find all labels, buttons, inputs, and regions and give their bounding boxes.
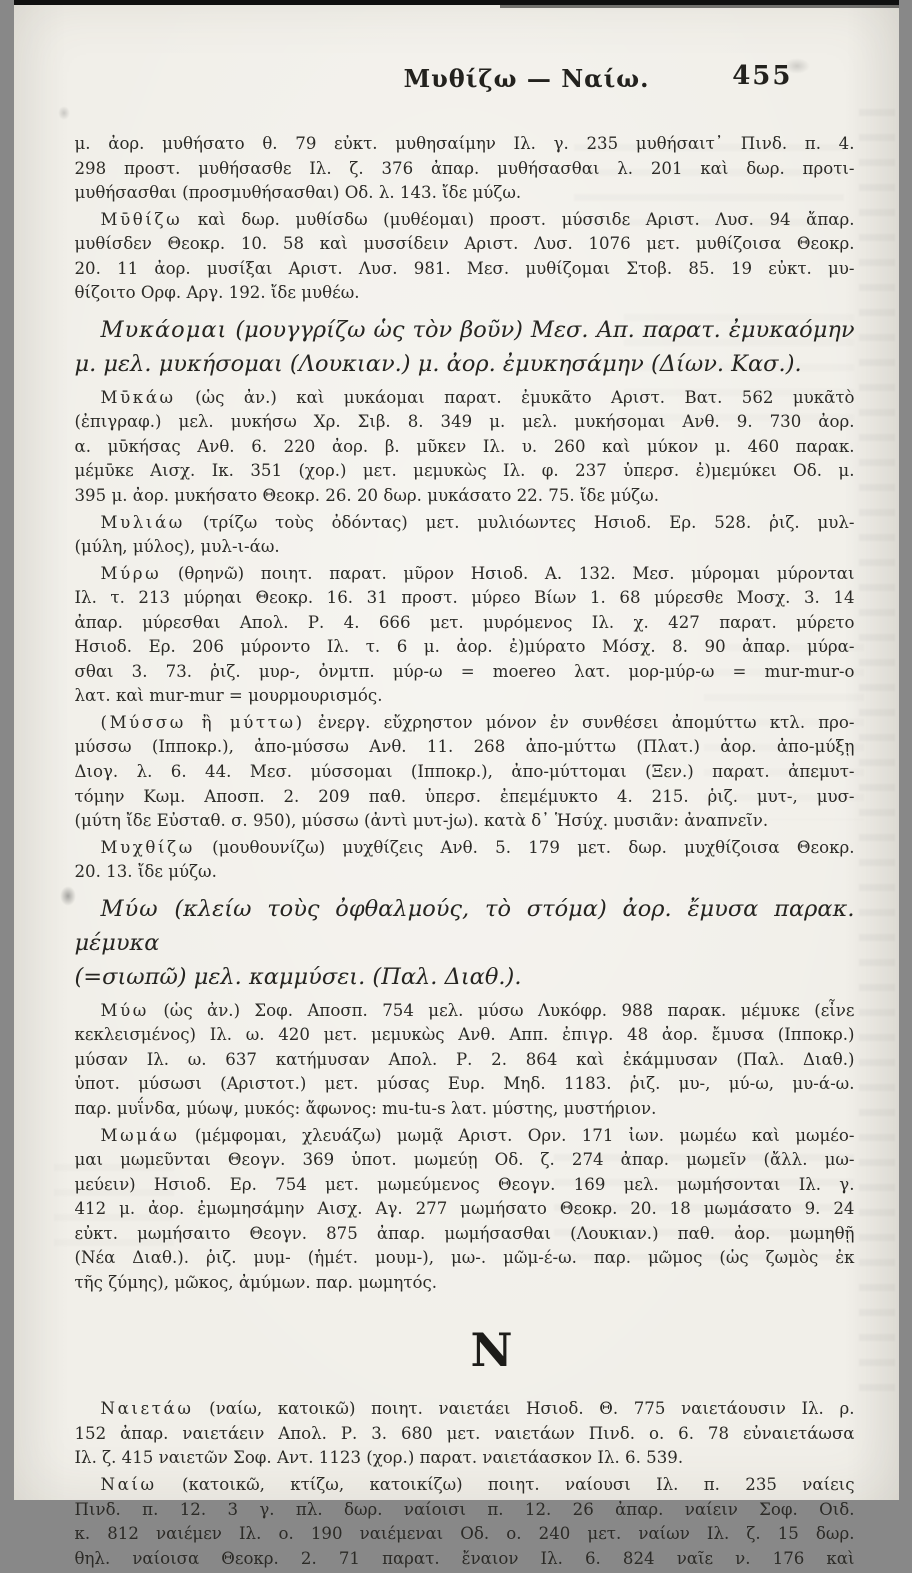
entry-line-text: κεκλεισμένος) Ιλ. ω. 420 μετ. μεμυκὼς Ανθ. Αππ. ἐπιγρ. 48 ἀορ. ἔμυσα (Ιπποκρ.) xyxy=(75,1025,855,1044)
entry-line-text: μύσαν Ιλ. ω. 637 κατήμυσαν Απολ. Ρ. 2. 864 καὶ ἐκάμμυσαν (Παλ. Διαθ.) xyxy=(75,1050,855,1069)
entry-line xyxy=(75,1097,855,1122)
entry-line xyxy=(75,435,855,460)
entry-line-text: εὐκτ. μωμήσαιτο Θεογν. 875 ἀπαρ. μωμήσασθαι (Λουκιαν.) παθ. ἀορ. μωμηθῇ xyxy=(75,1224,855,1243)
entry-line-text: ἀπαρ. μύρεσθαι Απολ. Ρ. 4. 666 μετ. μυρόμενος Ιλ. χ. 427 παρατ. μύρετο xyxy=(75,613,855,632)
entry-line xyxy=(75,511,855,536)
entry-line-text: 395 μ. ἀορ. μυκήσατο Θεοκρ. 26. 20 δωρ. μυκάσατο 22. 75. ἴδε μύζω. xyxy=(75,486,659,505)
entry-line xyxy=(75,562,855,587)
text-column xyxy=(75,64,855,1573)
entry-line-text: τόμην Κωμ. Αποσπ. 2. 209 παθ. ὑπερσ. ἐπεμέμυκτο 4. 215. ῥιζ. μυτ-, μυσ- xyxy=(75,787,855,806)
entry-line-text: μαι μωμεῦνται Θεογν. 369 ὑποτ. μωμεύῃ Οδ. ζ. 274 ἀπαρ. μωμεῖν (ἄλλ. μω- xyxy=(75,1150,855,1169)
entry-line xyxy=(75,1422,855,1447)
dictionary-entry xyxy=(75,711,855,834)
dictionary-entry xyxy=(75,386,855,509)
entry-line-text: 412 μ. ἀορ. ἐμωμησάμην Αισχ. Αγ. 277 μωμήσατο Θεοκρ. 20. 18 μωμάσατο 9. 24 xyxy=(75,1199,855,1218)
entry-line xyxy=(75,208,855,233)
entry-line xyxy=(75,809,855,834)
entry-headword: Μῡθίζω xyxy=(101,210,183,229)
entry-line xyxy=(75,1271,855,1296)
entry-line xyxy=(75,157,855,182)
entry-line-text: (μέμφομαι, χλευάζω) μωμᾷ Αριστ. Ορν. 171 ἰων. μωμέω καὶ μωμέο- xyxy=(180,1126,855,1145)
entry-headword: Μυχθίζω xyxy=(101,838,195,857)
entry-headword: Μύω xyxy=(101,1001,149,1020)
entry-line-text: 20. 11 ἀορ. μυσίξαι Αριστ. Λυσ. 981. Μεσ. μυθίζομαι Στοβ. 85. 19 εὐκτ. μυ- xyxy=(75,259,855,278)
entry-line xyxy=(75,1522,855,1547)
entry-line xyxy=(75,1547,855,1572)
entry-headword: Μῡκάω xyxy=(101,388,176,407)
page-number: 455 xyxy=(732,61,792,91)
entry-line xyxy=(75,1197,855,1222)
entry-line-text: (ἐπιγραφ.) μελ. μυκήσω Χρ. Σιβ. 8. 349 μ. μελ. μυκήσομαι Ανθ. 9. 730 ἀορ. xyxy=(75,412,855,431)
entry-line-text: (κλείω τοὺς ὀφθαλμούς, τὸ στόμα) ἀορ. ἔμυσα παρακ. μέμυκα xyxy=(75,896,855,956)
entry-line xyxy=(75,535,855,560)
entry-line-text: (ναίω, κατοικῶ) ποιητ. ναιετάει Ησιοδ. Θ. 775 ναιετάουσιν Ιλ. ρ. xyxy=(193,1399,854,1418)
scan-edge-artifact xyxy=(500,5,898,8)
entry-line xyxy=(75,860,855,885)
entry-line xyxy=(75,711,855,736)
entry-line xyxy=(75,347,855,381)
entry-line xyxy=(75,960,855,994)
entry-line xyxy=(75,1397,855,1422)
entry-line xyxy=(75,836,855,861)
entry-headword: Μύρω xyxy=(101,564,162,583)
entry-line-text: (θρηνῶ) ποιητ. παρατ. μῦρον Ησιοδ. Α. 132. Μεσ. μύρομαι μύρονται xyxy=(161,564,854,583)
entry-line-text: (Νέα Διαθ.). ῥιζ. μυμ- (ἡμέτ. μουμ-), μω-. μῶμ-έ-ω. παρ. μῶμος (ὡς ζωμὸς ἐκ xyxy=(75,1248,855,1267)
entry-headword: Μυκάομαι xyxy=(101,317,228,343)
entry-line xyxy=(75,232,855,257)
entry-line-text: (τρίζω τοὺς ὀδόντας) μετ. μυλιόωντες Ησιοδ. Ερ. 528. ῥιζ. μυλ- xyxy=(185,513,855,532)
entry-line-text: μυθίσδεν Θεοκρ. 10. 58 καὶ μυσσίδειν Αριστ. Λυσ. 1076 μετ. μυθίζοισα Θεοκρ. xyxy=(75,234,855,253)
entry-line xyxy=(75,1498,855,1523)
entry-line xyxy=(75,660,855,685)
entry-line-text: (=σιωπῶ) μελ. καμμύσει. (Παλ. Διαθ.). xyxy=(75,964,522,990)
dictionary-entry xyxy=(75,999,855,1122)
section-letter xyxy=(75,1325,855,1375)
dictionary-entry xyxy=(75,1124,855,1296)
dictionary-entry xyxy=(75,511,855,560)
entry-line-text: α. μῡκήσας Ανθ. 6. 220 ἀορ. β. μῦκεν Ιλ. υ. 260 καὶ μύκον μ. 460 παρακ. xyxy=(75,437,855,456)
entry-line-text: (μύτη ἴδε Εὐσταθ. σ. 950), μύσσω (ἀντὶ μυτ-jω). κατὰ δ᾽ Ἡσύχ. μυσιᾶν: ἀναπνεῖν. xyxy=(75,811,769,830)
entry-line-text: 20. 13. ἴδε μύζω. xyxy=(75,862,217,881)
entry-line-text: σθαι 3. 73. ῥιζ. μυρ-, ὀνμτπ. μύρ-ω = moereo λατ. μορ-μύρ-ω = mur-mur-o xyxy=(75,662,855,681)
entry-line xyxy=(75,257,855,282)
entry-line-text: παρ. μυΐνδα, μύωψ, μυκός: ἄφωνος: mu-tu-s λατ. μύστης, μυστήριον. xyxy=(75,1099,657,1118)
entry-line-text: Ν xyxy=(470,1323,512,1377)
entry-line xyxy=(75,386,855,411)
entry-line-text: (μύλη, μύλος), μυλ-ι-άω. xyxy=(75,537,280,556)
entry-line-text: (ὡς ἀν.) καὶ μυκάομαι παρατ. ἐμυκᾶτο Αριστ. Βατ. 562 μυκᾶτὸ xyxy=(176,388,855,407)
entry-line xyxy=(75,1446,855,1471)
entry-line xyxy=(75,635,855,660)
page-title: Μυθίζω — Ναίω. xyxy=(137,64,912,93)
entry-line-text: Ιλ. τ. 213 μύρηαι Θεοκρ. 16. 31 προστ. μύρεο Βίων 1. 68 μύρεσθε Μοσχ. 3. 14 xyxy=(75,588,855,607)
entry-line-text: (μουθουνίζω) μυχθίζεις Ανθ. 5. 179 μετ. δωρ. μυχθίζοισα Θεοκρ. xyxy=(195,838,855,857)
entry-line xyxy=(75,1473,855,1498)
entry-line xyxy=(75,684,855,709)
ink-smudge xyxy=(60,886,76,906)
entry-line-text: μύσσω (Ιπποκρ.), ἀπο-μύσσω Ανθ. 11. 268 ἀπο-μύττω (Πλατ.) ἀορ. ἀπο-μύξῃ xyxy=(75,737,855,756)
entry-line-text: Διογ. λ. 6. 44. Μεσ. μύσσομαι (Ιπποκρ.), ἀπο-μύττομαι (Ξεν.) παρατ. ἀπεμυτ- xyxy=(75,762,855,781)
entry-line-text: Πινδ. π. 12. 3 γ. πλ. δωρ. ναίοισι π. 12. 26 ἀπαρ. ναίειν Σοφ. Οιδ. xyxy=(75,1500,855,1519)
entry-line xyxy=(75,1023,855,1048)
dictionary-entry xyxy=(75,562,855,709)
entry-line xyxy=(75,313,855,347)
entry-line-text: καὶ δωρ. μυθίσδω (μυθέομαι) προστ. μύσσιδε Αριστ. Λυσ. 94 ἄπαρ. xyxy=(182,210,854,229)
scanned-lexicon-page xyxy=(14,0,899,1500)
entry-line xyxy=(75,132,855,157)
entry-line-text: ἐνεργ. εὔχρηστον μόνον ἐν συνθέσει ἀπομύττω κτλ. προ- xyxy=(305,713,855,732)
entry-line-text: θίζοιτο Ορφ. Αργ. 192. ἴδε μυθέω. xyxy=(75,283,360,302)
entry-line-text: μ. μελ. μυκήσομαι (Λουκιαν.) μ. ἀορ. ἐμυκησάμην (Δίων. Κασ.). xyxy=(75,351,802,377)
entry-line xyxy=(75,1048,855,1073)
entry-headword: (Μύσσω ἢ μύττω) xyxy=(101,713,305,732)
running-head xyxy=(75,64,855,108)
entry-headword: Ναιετάω xyxy=(101,1399,194,1418)
entry-line-text: Ιλ. ζ. 415 ναιετῶν Σοφ. Αντ. 1123 (χορ.) παρατ. ναιετάασκον Ιλ. 6. 539. xyxy=(75,1448,684,1467)
entry-line xyxy=(75,999,855,1024)
section-letter-glyph xyxy=(102,1325,882,1375)
entry-line xyxy=(75,586,855,611)
dictionary-entry xyxy=(75,1397,855,1471)
entry-headword: Ναίω xyxy=(101,1475,157,1494)
dictionary-entry xyxy=(75,313,855,381)
dictionary-entry xyxy=(75,208,855,306)
entry-line xyxy=(75,760,855,785)
entry-line-text: θηλ. ναίοισα Θεοκρ. 2. 71 παρατ. ἔναιον Ιλ. 6. 824 ναῖε ν. 176 καὶ xyxy=(75,1549,855,1568)
entry-line xyxy=(75,1124,855,1149)
entry-headword: Μωμάω xyxy=(101,1126,180,1145)
entry-line-text: μ. ἀορ. μυθήσατο θ. 79 εὐκτ. μυθησαίμην Ιλ. γ. 235 μυθήσαιτ᾽ Πινδ. π. 4. xyxy=(75,134,855,153)
entry-line-text: λατ. καὶ mur-mur = μουρμουρισμός. xyxy=(75,686,383,705)
entry-headword: Μύω xyxy=(101,896,159,922)
entry-line xyxy=(75,484,855,509)
entry-line-text: Ησιοδ. Ερ. 206 μύροντο Ιλ. τ. 6 μ. ἀορ. ἐ)μύρατο Μόσχ. 8. 90 ἀπαρ. μύρα- xyxy=(75,637,855,656)
entry-line xyxy=(75,1246,855,1271)
entry-line xyxy=(75,459,855,484)
ink-smudge xyxy=(58,106,70,120)
entry-line xyxy=(75,1222,855,1247)
entry-line-text: 152 ἀπαρ. ναιετάειν Απολ. Ρ. 3. 680 μετ. ναιετάων Πινδ. ο. 6. 78 εὐναιετάωσα xyxy=(75,1424,855,1443)
entry-line-text: (κατοικῶ, κτίζω, κατοικίζω) ποιητ. ναίουσι Ιλ. π. 235 ναίεις xyxy=(157,1475,855,1494)
entry-line xyxy=(75,1148,855,1173)
entry-line-text: ὑποτ. μύσωσι (Αριστοτ.) μετ. μύσας Ευρ. Μηδ. 1183. ῥιζ. μυ-, μύ-ω, μυ-ά-ω. xyxy=(75,1074,855,1093)
entry-line-text: (ὡς ἀν.) Σοφ. Αποσπ. 754 μελ. μύσω Λυκόφρ. 988 παρακ. μέμυκε (εἶνε xyxy=(149,1001,855,1020)
entry-line xyxy=(75,785,855,810)
entry-line xyxy=(75,1173,855,1198)
entry-line xyxy=(75,892,855,960)
entry-line xyxy=(75,1072,855,1097)
entry-line-text: μεύειν) Ησιοδ. Ερ. 754 μετ. μωμεύμενος Θεογν. 169 μελ. μωμήσονται Ιλ. γ. xyxy=(75,1175,855,1194)
entry-line xyxy=(75,735,855,760)
dictionary-entry xyxy=(75,1473,855,1571)
entry-line-text: (μουγγρίζω ὡς τὸν βοῦν) Μεσ. Απ. παρατ. ἐμυκαόμην xyxy=(227,317,854,343)
entry-line xyxy=(75,611,855,636)
dictionary-entry xyxy=(75,892,855,994)
entry-headword: Μυλιάω xyxy=(101,513,185,532)
entry-line xyxy=(75,181,855,206)
entry-line xyxy=(75,410,855,435)
entry-continuation xyxy=(75,132,855,206)
entry-line xyxy=(75,281,855,306)
bleedthrough-ghost xyxy=(859,95,895,1405)
entry-line-text: κ. 812 ναιέμεν Ιλ. ο. 190 ναιέμεναι Οδ. ο. 240 μετ. ναίων Ιλ. ζ. 15 δωρ. xyxy=(75,1524,855,1543)
entry-line-text: τῆς ζύμης), μῶκος, ἀμύμων. παρ. μωμητός. xyxy=(75,1273,438,1292)
dictionary-text-block xyxy=(75,132,855,1571)
entry-line-text: 298 προστ. μυθήσασθε Ιλ. ζ. 376 ἀπαρ. μυθήσασθαι λ. 201 καὶ δωρ. προτι- xyxy=(75,159,855,178)
dictionary-entry xyxy=(75,836,855,885)
entry-line-text: μέμῡκε Αισχ. Ικ. 351 (χορ.) μετ. μεμυκὼς Ιλ. φ. 237 ὑπερσ. ἐ)μεμύκει Οδ. μ. xyxy=(75,461,855,480)
entry-line-text: μυθήσασθαι (προσμυθήσασθαι) Οδ. λ. 143. ἴδε μύζω. xyxy=(75,183,522,202)
